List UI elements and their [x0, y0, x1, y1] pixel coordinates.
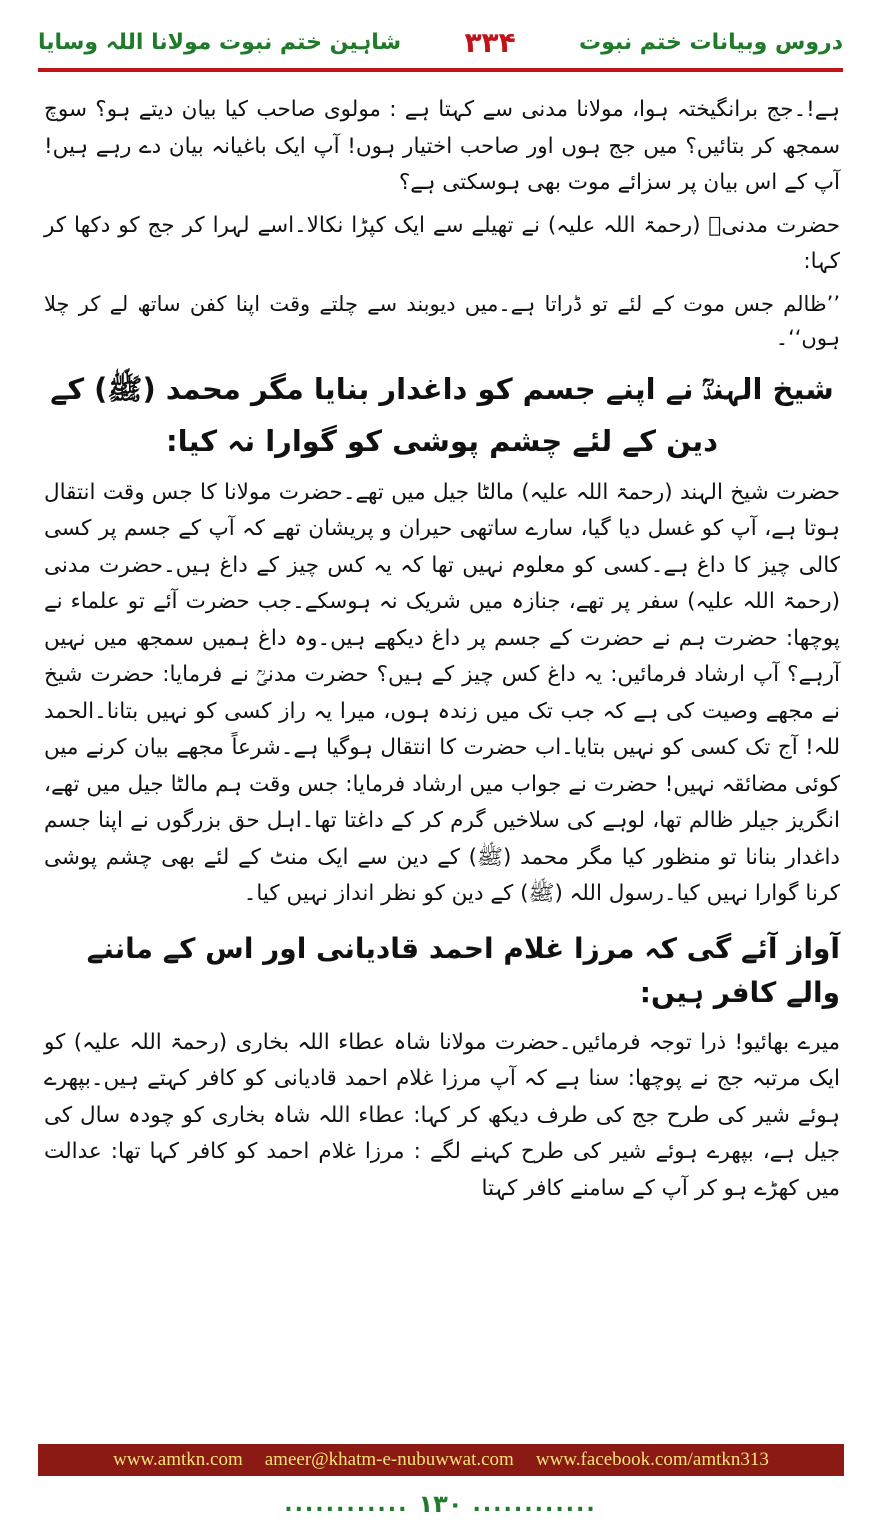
footer-links-bar: [38, 1444, 844, 1476]
page-number: ۳۳۴: [464, 25, 516, 59]
folio-line: [0, 1484, 881, 1524]
running-header: [38, 22, 843, 62]
book-title: دروس وبیانات ختم نبوت: [578, 29, 843, 55]
section-heading-1: شیخ الہندؒ نے اپنے جسم کو داغدار بنایا مگر محمد (ﷺ) کے دین کے لئے چشم پوشی کو گوارا نہ کیا:: [50, 371, 834, 458]
folio-number: ۱۳۰: [418, 1490, 463, 1518]
email-link[interactable]: ameer@khatm-e-nubuwwat.com: [264, 1449, 514, 1470]
paragraph-4: میرے بھائیو! ذرا توجہ فرمائیں۔حضرت مولانا شاہ عطاء اللہ بخاری (رحمۃ اللہ علیہ) کو ایک مرتبہ جج نے پوچھا: سنا ہے کہ آپ مرزا غلام احمد قادیانی کو کافر کہتے ہیں۔بپھرے ہوئے شیر کی طرح جج کی طرف دیکھ کر کہا: عطاء اللہ شاہ بخاری کو چودہ سال کی جیل ہے، بپھرے ہوئے شیر کی طرح کہنے لگے : مرزا غلام احمد کو کافر کہا تھا: عدالت میں کھڑے ہو کر آپ کے سامنے کافر کہتا: [44, 1029, 840, 1201]
page-body: [44, 92, 840, 1201]
section-heading-2: آواز آئے گی کہ مرزا غلام احمد قادیانی اور اس کے ماننے والے کافر ہیں:: [86, 931, 840, 1009]
website-link[interactable]: www.amtkn.com: [113, 1449, 243, 1470]
facebook-link[interactable]: www.facebook.com/amtkn313: [535, 1449, 769, 1470]
series-title: شاہین ختم نبوت مولانا اللہ وسایا: [38, 29, 402, 55]
folio-dots-left: ............: [284, 1491, 409, 1517]
paragraph-3: حضرت شیخ الہند (رحمۃ اللہ علیہ) مالٹا جیل میں تھے۔حضرت مولانا کا جس وقت انتقال ہوتا ہے، آپ کو غسل دیا گیا، سارے ساتھی حیران و پریشان تھے کہ آپ کے جسم پر کسی کالی چیز کا داغ ہے۔کسی کو معلوم نہیں تھا کہ یہ کس چیز کے داغ ہیں۔حضرت مدنی (رحمۃ اللہ علیہ) سفر پر تھے، جنازہ میں شریک نہ ہوسکے۔جب حضرت آئے تو علماء نے پوچھا: حضرت ہم نے حضرت کے جسم پر داغ دیکھے ہیں۔وہ داغ ہمیں سمجھ میں نہیں آرہے؟ آپ ارشاد فرمائیں: یہ داغ کس چیز کے ہیں؟ حضرت مدنیؒ نے فرمایا: حضرت شیخ نے مجھے وصیت کی ہے کہ جب تک میں زندہ ہوں، میرا یہ راز کسی کو نہیں بتانا۔الحمد للہ! آج تک کسی کو نہیں بتایا۔اب حضرت کا انتقال ہوگیا ہے۔شرعاً مجھے بیان کرنے میں کوئی مضائقہ نہیں! حضرت نے جواب میں ارشاد فرمایا: جس وقت ہم مالٹا جیل میں تھے، انگریز جیلر ظالم تھا، لوہے کی سلاخیں گرم کر کے داغتا تھا۔اہل حق بزرگوں نے اپنا جسم داغدار بنانا تو منظور کیا مگر محمد (ﷺ) کے دین سے ایک منٹ کے لئے بھی چشم پوشی کرنا گوارا نہیں کیا۔رسول اللہ (ﷺ) کے دین کو نظر انداز نہیں کیا۔: [44, 479, 840, 906]
quotation: ’’ظالم جس موت کے لئے تو ڈراتا ہے۔میں دیوبند سے چلتے وقت اپنا کفن ساتھ لے کر چلا ہوں‘‘۔: [44, 291, 840, 350]
folio-dots-right: ............: [472, 1491, 597, 1517]
paragraph-1: ہے!۔جج برانگیختہ ہوا، مولانا مدنی سے کہتا ہے : مولوی صاحب کیا بیان دیتے ہو؟ سوچ سمجھ کر بتائیں؟ میں جج ہوں اور صاحب اختیار ہوں! آپ ایک باغیانہ بیان دے رہے ہیں! آپ کے اس بیان پر سزائے موت بھی ہوسکتی ہے؟: [44, 97, 840, 195]
header-divider: [38, 68, 843, 72]
paragraph-2: حضرت مدنیؒ (رحمۃ اللہ علیہ) نے تھیلے سے ایک کپڑا نکالا۔اسے لہرا کر جج کو دکھا کر کہا:: [44, 212, 840, 274]
